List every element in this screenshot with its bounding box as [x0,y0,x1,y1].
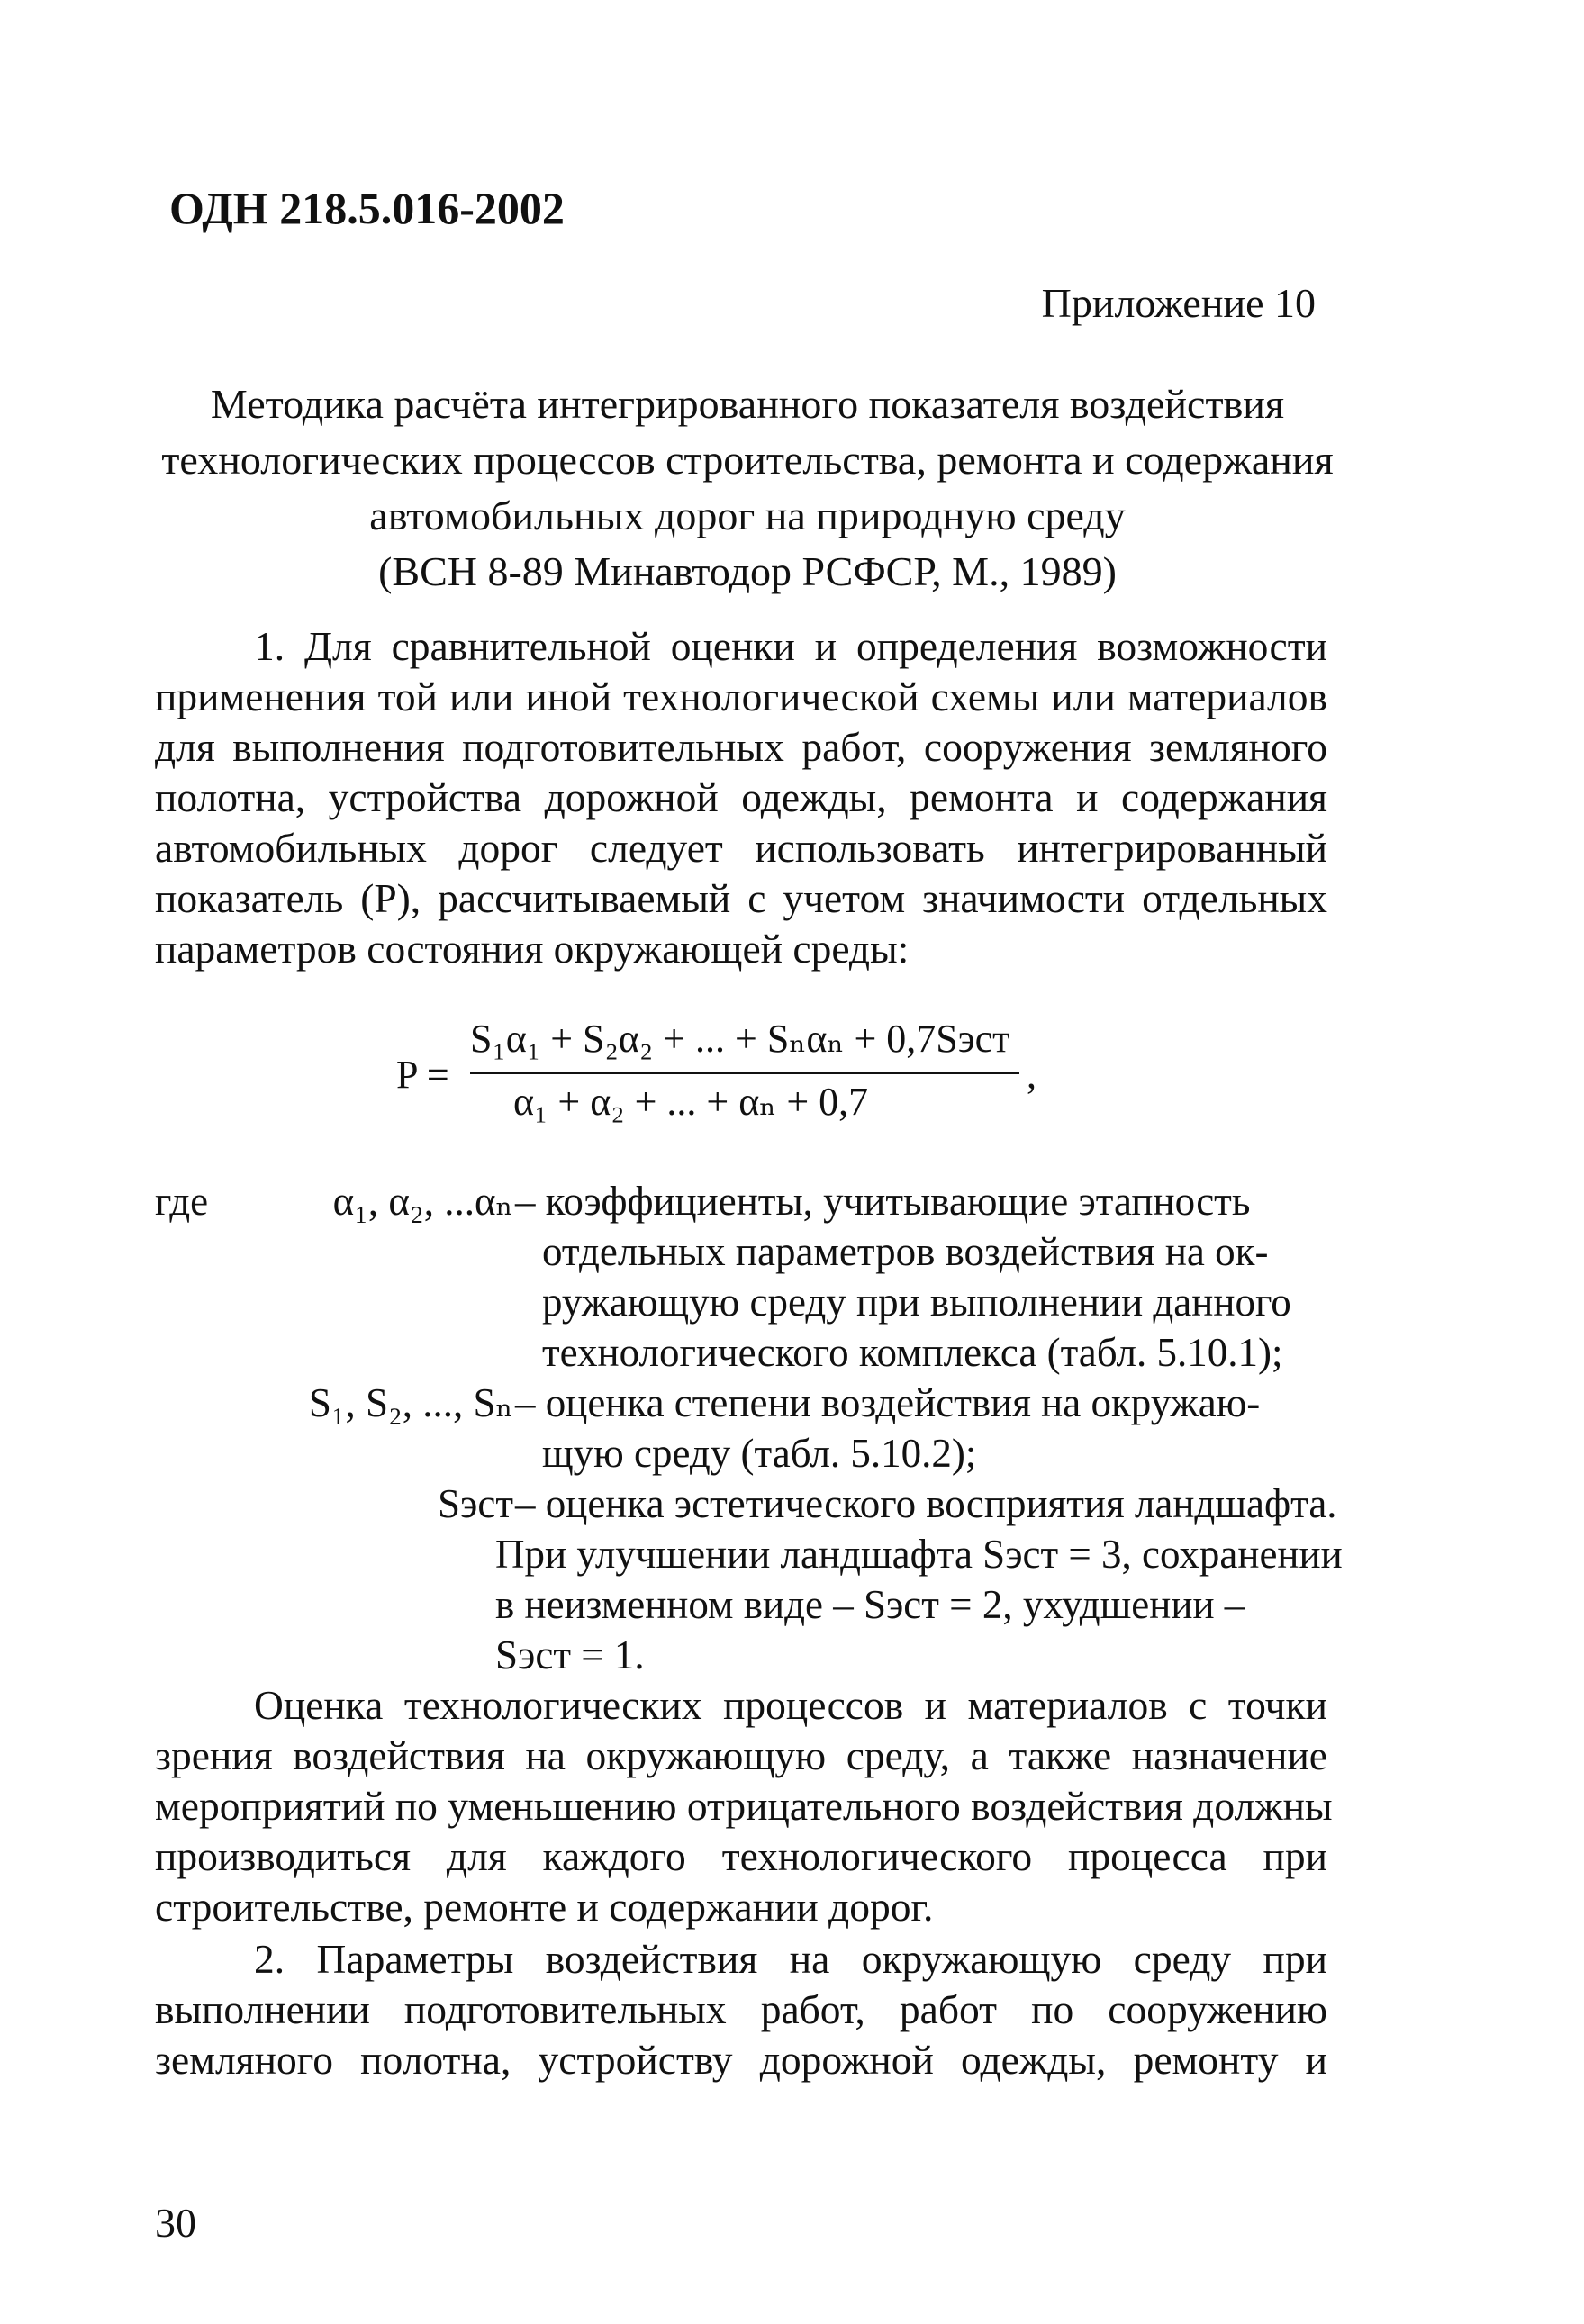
formula-comma: , [1027,1053,1036,1097]
document-code: ОДН 218.5.016-2002 [169,183,565,233]
where-label: где [155,1179,209,1224]
text-line: производиться для каждого технологического процесса при [155,1833,1327,1879]
definition-line: – оценка эстетического восприятия ландшафта. [515,1481,1337,1526]
formula-denominator: α₁ + α₂ + ... + αₙ + 0,7 [513,1080,869,1124]
s-symbols: S₁, S₂, ..., Sₙ [308,1380,513,1425]
text-line: земляного полотна, устройству дорожной одежды, ремонту и [155,2037,1327,2083]
text-line: автомобильных дорог следует использовать интегрированный [155,825,1327,871]
text-line: параметров состояния окружающей среды: [155,926,910,972]
text-line: 2. Параметры воздействия на окружающую среду при [254,1936,1327,1982]
title-line: Методика расчёта интегрированного показателя воздействия [210,381,1285,427]
text-line: мероприятий по уменьшению отрицательного воздействия должны [155,1783,1333,1829]
formula-lhs: P = [396,1053,449,1097]
paragraph-3 [155,1934,1327,2085]
definition-line: Sэст = 1. [495,1632,645,1677]
definition-line: – оценка степени воздействия на окружаю- [515,1380,1261,1425]
section-title [153,376,1342,600]
text-line: Оценка технологических процессов и материалов с точки [254,1682,1327,1728]
paragraph-1 [155,621,1327,974]
definition-line: технологического комплекса (табл. 5.10.1); [542,1330,1283,1375]
formula-numerator: S₁α₁ + S₂α₂ + ... + Sₙαₙ + 0,7Sэст [470,1017,1010,1061]
text-line: показатель (Р), рассчитываемый с учетом значимости отдельных [155,875,1327,921]
appendix-label: Приложение 10 [1041,280,1316,326]
sest-symbol: Sэст [438,1481,513,1526]
page-number: 30 [155,2200,196,2246]
title-line: (ВСН 8-89 Минавтодор РСФСР, М., 1989) [378,548,1117,594]
text-line: зрения воздействия на окружающую среду, а также назначение [155,1732,1327,1778]
text-line: полотна, устройства дорожной одежды, ремонта и содержания [155,774,1327,820]
definition-line: ружающую среду при выполнении данного [542,1280,1291,1325]
text-line: строительстве, ремонте и содержании дорог. [155,1884,934,1930]
integrated-index-formula [396,1016,1045,1133]
definition-line: щую среду (табл. 5.10.2); [542,1431,977,1476]
definition-line: в неизменном виде – Sэст = 2, ухудшении – [495,1582,1245,1627]
definition-line: отдельных параметров воздействия на ок- [542,1229,1269,1274]
text-line: 1. Для сравнительной оценки и определения возможности [254,623,1327,669]
alpha-definition [515,1176,1291,1378]
alpha-symbols: α₁, α₂, ...αₙ [332,1179,513,1224]
s-definition [515,1378,1260,1478]
title-line: технологических процессов строительства, ремонта и содержания [161,437,1334,483]
fraction-bar [470,1072,1019,1074]
text-line: применения той или иной технологической схемы или материалов [155,674,1327,719]
definition-line: При улучшении ландшафта Sэст = 3, сохранении [495,1532,1343,1577]
text-line: выполнении подготовительных работ, работ по сооружению [155,1986,1327,2032]
sest-definition [495,1478,1343,1680]
text-line: для выполнения подготовительных работ, сооружения земляного [155,724,1327,770]
definition-line: – коэффициенты, учитывающие этапность [515,1179,1251,1224]
paragraph-2 [155,1680,1333,1932]
title-line: автомобильных дорог на природную среду [369,493,1126,538]
